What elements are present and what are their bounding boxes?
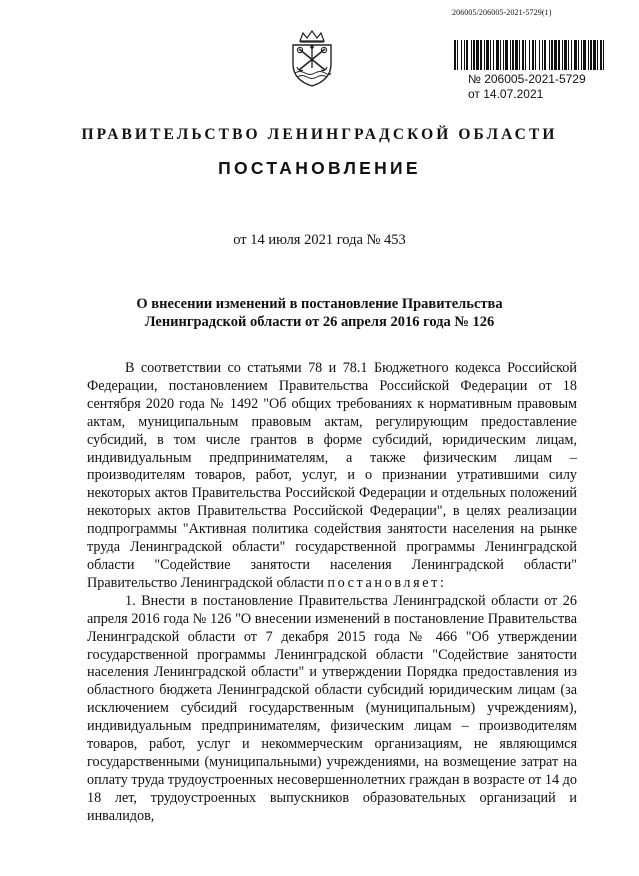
document-date-line: от 14 июля 2021 года № 453 <box>233 232 406 248</box>
paragraph-preamble <box>87 360 577 593</box>
paragraph-item-1: 1. Внести в постановление Правительства Ленинградской области от 26 апреля 2016 года № 126 "О внесении изменений в постановление Правительства Ленинградской области от 7 декабря 2015 года № 466 "Об утверждении государственной программы Ленинградской области "Содействие занятости населения Ленинградской области" и утверждении Порядка предоставления из областного бюджета Ленинградской области субсидий юридическим лицам (за исключением субсидий государственным (муниципальным) учреждениям), индивидуальным предпринимателям, физическим лицам – производителям товаров, работ, услуг и некоммерческим организациям, не являющимся государственными (муниципальными) учреждениями, на возмещение затрат на оплату труда трудоустроенных несовершеннолетних граждан в возрасте от 14 до 18 лет, трудоустроенных выпускников образовательных организаций и инвалидов, <box>87 592 577 824</box>
preamble-text: В соответствии со статьями 78 и 78.1 Бюджетного кодекса Российской Федерации, постановлением Правительства Российской Федерации от 18 сентября 2020 года № 1492 "Об общих требованиях к нормативным правовым актам, муниципальным правовым актам, регулирующим предоставление субсидий, в том числе грантов в форме субсидий, юридическим лицам, индивидуальным предпринимателям, а также физическим лицам – производителям товаров, работ, услуг, и о признании утратившими силу некоторых актов Правительства Российской Федерации и отдельных положений некоторых актов Правительства Российской Федерации", в целях реализации подпрограммы "Активная политика содействия занятости населения на рынке труда Ленинградской области" государственной программы Ленинградской области "Содействие занятости населения Ленинградской области" Правительство Ленинградской области <box>87 360 577 591</box>
registration-number: № 206005-2021-5729 <box>468 72 586 86</box>
document-heading <box>0 295 639 331</box>
document-body <box>87 360 577 826</box>
coat-of-arms-icon <box>288 30 336 88</box>
heading-line-2: Ленинградской области от 26 апреля 2016 года № 126 <box>144 314 495 330</box>
government-title: ПРАВИТЕЛЬСТВО ЛЕНИНГРАДСКОЙ ОБЛАСТИ <box>81 126 558 143</box>
document-type: ПОСТАНОВЛЕНИЕ <box>218 158 421 178</box>
registration-date: от 14.07.2021 <box>468 87 544 101</box>
decree-word: постановляет: <box>327 574 447 591</box>
heading-line-1: О внесении изменений в постановление Правительства <box>136 296 503 312</box>
document-code: 206005/206005-2021-5729(1) <box>452 8 552 17</box>
barcode-icon <box>454 40 604 70</box>
registration-block <box>468 72 586 102</box>
